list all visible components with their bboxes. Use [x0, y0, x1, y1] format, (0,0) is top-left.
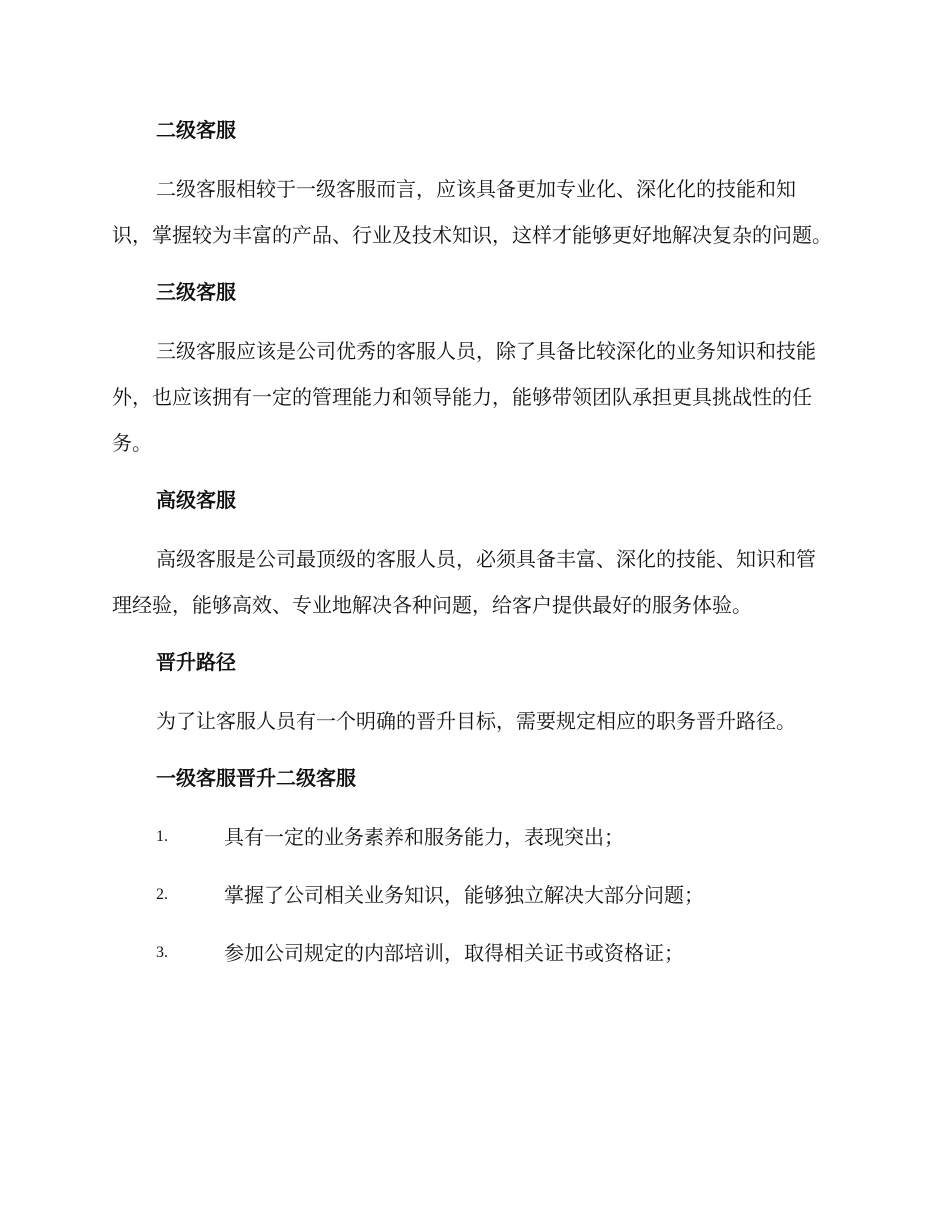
document-body	[112, 110, 832, 988]
promotion-criteria-list	[112, 814, 832, 976]
list-item-number: 1.	[156, 828, 168, 845]
section-paragraph-promotion-path: 为了让客服人员有一个明确的晋升目标，需要规定相应的职务晋升路径。	[156, 709, 796, 733]
section-heading-promotion-path: 晋升路径	[156, 650, 236, 674]
list-item-text: 具有一定的业务素养和服务能力，表现突出；	[224, 825, 624, 849]
list-item-text: 参加公司规定的内部培训，取得相关证书或资格证；	[224, 941, 684, 965]
list-item	[112, 814, 832, 860]
list-item-number: 3.	[156, 944, 168, 961]
section-paragraph-senior: 高级客服是公司最顶级的客服人员，必须具备丰富、深化的技能、知识和管理经验，能够高效、专业地解决各种问题，给客户提供最好的服务体验。	[112, 547, 816, 617]
section-heading-level3: 三级客服	[156, 280, 236, 304]
list-item-text: 掌握了公司相关业务知识，能够独立解决大部分问题；	[224, 883, 704, 907]
promotion-heading: 一级客服晋升二级客服	[156, 766, 356, 790]
section-paragraph-level3: 三级客服应该是公司优秀的客服人员，除了具备比较深化的业务知识和技能外，也应该拥有一定的管理能力和领导能力，能够带领团队承担更具挑战性的任务。	[112, 339, 816, 455]
list-item	[112, 930, 832, 976]
section-heading-level2: 二级客服	[156, 118, 236, 142]
section-heading-senior: 高级客服	[156, 488, 236, 512]
list-item-number: 2.	[156, 886, 168, 903]
section-paragraph-level2: 二级客服相较于一级客服而言，应该具备更加专业化、深化化的技能和知识，掌握较为丰富的产品、行业及技术知识，这样才能够更好地解决复杂的问题。	[112, 177, 832, 247]
list-item	[112, 872, 832, 918]
